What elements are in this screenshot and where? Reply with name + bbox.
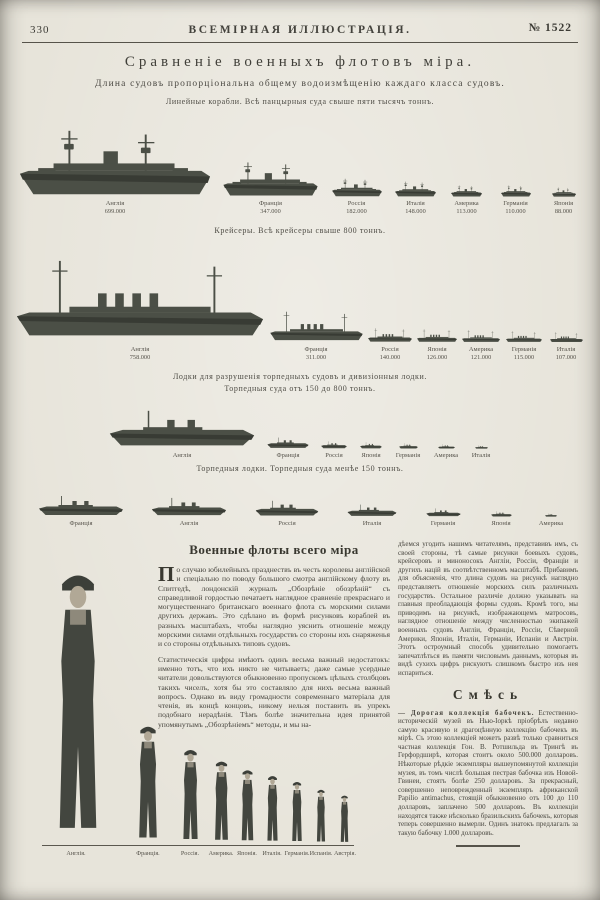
sailor-figure-japan <box>239 768 256 845</box>
miscellany-item-title: — Дорогая коллекція бабочекъ. <box>398 708 535 717</box>
miscellany-item <box>398 709 578 838</box>
destroyer-silhouette-icon <box>438 444 455 449</box>
fleet-tonnage-label: 699.000 <box>104 208 126 215</box>
fleet-entry <box>539 513 563 528</box>
fleet-entry <box>545 187 583 216</box>
fleet-tonnage-label: 115.000 <box>513 354 535 361</box>
masthead-rule <box>22 42 578 43</box>
section-caption-cruisers: Крейсеры. Всѣ крейсеры свыше 800 тоннъ. <box>214 226 386 235</box>
cruiser-silhouette-icon <box>270 311 363 343</box>
fleet-entry <box>18 128 213 216</box>
section-caption-destroyers-line1: Лодки для разрушенія торпедныхъ судовъ и дивизіонныя лодки. <box>173 372 427 381</box>
article-section <box>0 538 600 900</box>
torpedo-boat-silhouette-icon <box>255 500 319 517</box>
issue-number: № 1522 <box>528 22 572 34</box>
battleship-silhouette-icon <box>552 187 576 197</box>
sailor-label-germany: Германія. <box>284 850 310 857</box>
fleet-country-label: Италія <box>556 346 576 353</box>
fleet-country-label: Америка <box>538 520 564 527</box>
article-paragraph-1: По случаю юбилейныхъ празднествъ въ честь королевы англійской и спеціально по поводу большого смотра англійскому флоту въ Спитгедѣ, лондонскій журналъ „Обозрѣніе обозрѣній“ съ справедливой гордостью печатаетъ наглядное сравненіе прекраснаго и могущественнаго британскаго военнаго флота съ морскими силами другихъ державъ. Это сдѣлано въ формѣ рисунковъ кораблей въ разныхъ масштабахъ, чтобы наглядно уяснить отношеніе между морскими силами отдѣльныхъ государствъ со стороны ихъ снаряженья и со стороны отдѣльныхъ типовъ судовъ. <box>158 562 390 649</box>
fleet-entry <box>149 497 229 528</box>
section-caption-torpedo-boats: Торпедныя лодки. Торпедныя суда менѣе 150 тоннъ. <box>196 464 404 473</box>
cruiser-silhouette-icon <box>506 331 542 343</box>
torpedo-boat-silhouette-icon <box>491 511 512 517</box>
torpedo-boat-silhouette-icon <box>151 497 227 517</box>
torpedo-boat-silhouette-icon <box>38 495 124 517</box>
fleet-country-label: Франція <box>258 200 283 207</box>
cruiser-silhouette-icon <box>368 328 412 343</box>
sailor-figure-italy <box>265 774 280 845</box>
fleet-entry <box>469 445 493 460</box>
sailor-label-austria: Австрія. <box>333 850 357 857</box>
article-right-column <box>398 540 578 847</box>
sailor-figure-germany <box>290 780 304 845</box>
fleet-country-label: Англія <box>179 520 199 527</box>
fleet-country-label: Америка <box>433 452 459 459</box>
fleet-entry <box>357 442 385 460</box>
fleet-country-label: Америка <box>468 346 494 353</box>
fleet-entry <box>393 443 423 460</box>
fleet-entry <box>265 437 311 460</box>
fleet-tonnage-label: 347.000 <box>260 208 281 215</box>
ship-row-cruisers <box>0 242 600 362</box>
torpedo-boat-silhouette-icon <box>545 513 557 517</box>
fleet-entry <box>15 259 265 362</box>
fleet-entry <box>447 185 487 216</box>
destroyer-silhouette-icon <box>475 445 488 449</box>
destroyer-silhouette-icon <box>399 443 418 449</box>
page-number: 330 <box>30 24 50 36</box>
fleet-country-label: Италія <box>471 452 491 459</box>
fleet-country-label: Японія <box>553 200 574 207</box>
fleet-country-label: Франція <box>69 520 93 527</box>
battleship-silhouette-icon <box>501 185 531 197</box>
fleet-tonnage-label: 121.000 <box>470 354 492 361</box>
sailor-label-spain: Испанія. <box>309 850 333 857</box>
fleet-tonnage-label: 311.000 <box>305 354 327 361</box>
fleet-entry <box>461 330 501 362</box>
fleet-entry <box>431 444 461 460</box>
fleet-tonnage-label: 758.000 <box>129 354 151 361</box>
fleet-country-label: Японія <box>491 520 511 527</box>
fleet-tonnage-label: 88.000 <box>554 208 573 215</box>
article-left-column <box>158 538 390 735</box>
fleet-country-label: Германія <box>430 520 456 527</box>
section-caption-battleships: Линейные корабли. Всѣ панцырныя суда свыше пяти тысячъ тоннъ. <box>165 97 435 106</box>
article-paragraph-3: дѣемся угодить нашимъ читателямъ, представивъ имъ, съ своей стороны, тѣ самые рисунки боевыхъ судовъ, крейсеровъ и миноносокъ Англіи, Россіи, Франціи и другихъ націй въ соотвѣтственномъ масштабѣ. Прибавимъ для объясненія, что длина судовъ на рисункѣ наглядно представляетъ отношеніе морскихъ силъ различныхъ государствъ. Остальное различіе должно указывать на главныя преобладающія формы судовъ. Кромѣ того, мы приводимъ на рисункѣ, изображающемъ матросовъ, наглядное отношеніе между численностью экипажей военныхъ судовъ Англіи, Франціи, Россіи, Сѣверной Америки, Японіи, Италіи, Германіи, Испаніи и Австріи. Этотъ остроумный способъ удивительно помогаетъ запечатлѣться въ памяти числовымъ даннымъ, которыя въ видѣ сухихъ цифръ рискуютъ слишкомъ быстро изъ нея испариться. <box>398 540 578 677</box>
fleet-country-label: Германія <box>395 452 421 459</box>
fleet-entry <box>221 161 321 216</box>
ship-row-destroyers <box>0 398 600 460</box>
fleet-entry <box>345 504 399 528</box>
end-divider <box>456 845 520 846</box>
ship-row-torpedo-boats <box>0 478 600 528</box>
fleet-entry <box>504 331 544 362</box>
sailor-label-america: Америка. <box>208 850 234 857</box>
fleet-entry <box>319 441 349 460</box>
sailor-label-england: Англія. <box>66 850 86 857</box>
cruiser-silhouette-icon <box>550 332 583 343</box>
sailor-label-japan: Японія. <box>237 850 257 857</box>
article-heading: Военные флоты всего міра <box>189 542 359 557</box>
fleet-entry <box>268 311 364 362</box>
fleet-country-label: Франція <box>304 346 328 353</box>
fleet-entry <box>495 185 537 216</box>
fleet-entry <box>393 181 439 216</box>
fleet-entry <box>367 328 413 362</box>
sailor-figure-spain <box>315 788 327 845</box>
miscellany-heading: Смѣсь <box>452 686 524 702</box>
fleet-country-label: Германія <box>511 346 537 353</box>
torpedo-boat-silhouette-icon <box>347 504 397 517</box>
fleet-tonnage-label: 107.000 <box>555 354 577 361</box>
article-paragraph-2: Статистическія цифры имѣютъ одинъ весьма важный недостатокъ: именно тотъ, что ихъ никто не читываетъ; даже самые усердные читатели довольствуются обыкновенно пропускомъ цѣлыхъ столбцовъ такихъ чиселъ, хотя бы это составляло для нихъ весьма важный вопросъ. Однако въ виду громадности современнаго матеріала для чтенія, въ концѣ концовъ, никому нельзя поставить въ упрекъ подобнаго нерадѣнія. Тѣмъ болѣе значительна идея принятой упомянутымъ „Обозрѣніемъ“ методы, и мы на- <box>158 654 390 729</box>
destroyer-silhouette-icon <box>321 441 347 449</box>
sailor-figure-russia <box>180 747 201 845</box>
fleet-country-label: Англія <box>130 346 150 353</box>
fleet-tonnage-label: 110.000 <box>505 208 526 215</box>
fleet-country-label: Германія <box>503 200 528 207</box>
fleet-country-label: Англія <box>105 200 125 207</box>
destroyer-silhouette-icon <box>360 442 382 449</box>
fleet-country-label: Россія <box>381 346 399 353</box>
fleet-country-label: Франція <box>276 452 300 459</box>
infographic-title: Сравненіе военныхъ флотовъ міра. <box>124 54 476 70</box>
destroyer-silhouette-icon <box>267 437 309 449</box>
sailor-label-italy: Италія. <box>262 850 282 857</box>
fleet-tonnage-label: 126.000 <box>426 354 448 361</box>
fleet-entry <box>107 409 257 460</box>
sailor-figure-england <box>51 567 105 845</box>
fleet-entry <box>416 329 458 362</box>
cruiser-silhouette-icon <box>417 329 457 343</box>
fleet-tonnage-label: 148.000 <box>405 208 426 215</box>
sailor-figure-austria <box>339 794 350 845</box>
fleet-country-label: Россія <box>347 200 366 207</box>
fleet-country-label: Японія <box>361 452 381 459</box>
masthead-title: ВСЕМІРНАЯ ИЛЛЮСТРАЦІЯ. <box>188 24 412 36</box>
fleet-country-label: Англія <box>172 452 192 459</box>
sailor-label-russia: Россія. <box>180 850 200 857</box>
fleet-entry <box>487 511 515 528</box>
battleship-silhouette-icon <box>223 161 318 197</box>
sailor-ground-line <box>42 845 354 846</box>
sailor-figure-america <box>212 759 231 845</box>
fleet-country-label: Россія <box>278 520 296 527</box>
torpedo-boat-silhouette-icon <box>426 508 461 517</box>
fleet-tonnage-label: 182.000 <box>346 208 367 215</box>
fleet-country-label: Италія <box>362 520 382 527</box>
fleet-country-label: Италія <box>406 200 425 207</box>
miscellany-item-text: Естественно-историческій музей въ Нью-Іоркѣ пріобрѣлъ недавно самую красивую и драгоцѣнную коллекцію бабочекъ въ мірѣ. Съ этою коллекціей можетъ развѣ только сравниться частная коллекція Гон. В. Ротшильда въ Трингѣ въ Герфордширѣ, которая стоитъ около 500.000 долларовъ. Нѣкоторые рѣдкіе экземпляры вышеупомянутой коллекціи музея, въ томъ числѣ большая пестрая бабочка изъ Новой-Гвинеи, стоятъ болѣе 250 долларовъ. За прекрасный, совершенно неповрежденный экземпляръ африканской Papilio antimachus, стоящій обыкновенно отъ 100 до 110 долларовъ, заплачено 500 долларовъ. Въ коллекціи находятся также нѣсколько бразильскихъ бабочекъ, которыя теперь совершенно вымерли. Одинъ знатокъ предлагалъ за такую бабочку 1.000 долларовъ. <box>398 708 578 837</box>
cruiser-silhouette-icon <box>462 330 500 343</box>
ship-row-battleships <box>0 112 600 216</box>
fleet-entry <box>329 178 385 216</box>
sailor-figure-france <box>135 723 161 845</box>
cruiser-silhouette-icon <box>16 259 264 343</box>
fleet-entry <box>37 495 125 528</box>
sailor-label-france: Франція. <box>136 850 160 857</box>
battleship-silhouette-icon <box>332 178 382 197</box>
battleship-silhouette-icon <box>451 185 482 197</box>
fleet-entry <box>423 508 463 528</box>
fleet-tonnage-label: 140.000 <box>379 354 401 361</box>
fleet-country-label: Россія <box>325 452 343 459</box>
battleship-silhouette-icon <box>19 128 211 197</box>
fleet-tonnage-label: 113.000 <box>456 208 477 215</box>
section-caption-destroyers-line2: Торпедныя суда отъ 150 до 800 тоннъ. <box>224 384 376 393</box>
fleet-country-label: Америка <box>454 200 479 207</box>
fleet-entry <box>547 332 585 362</box>
infographic-subtitle: Длина судовъ пропорціональна общему водоизмѣщенію каждаго класса судовъ. <box>94 79 505 89</box>
destroyer-silhouette-icon <box>108 409 256 449</box>
battleship-silhouette-icon <box>395 181 436 197</box>
fleet-entry <box>253 500 321 528</box>
fleet-country-label: Японія <box>427 346 447 353</box>
